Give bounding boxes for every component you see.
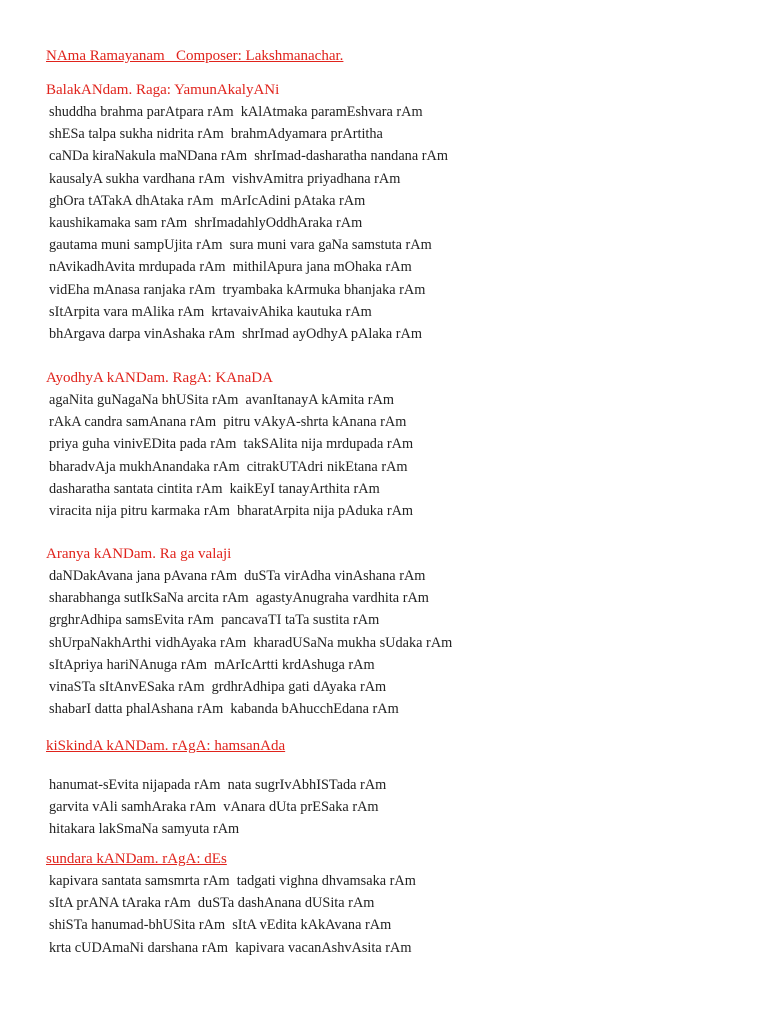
- verse-list: [46, 389, 746, 522]
- verse-line: kausalyA sukha vardhana rAm vishvAmitra priyadhana rAm: [49, 170, 401, 187]
- verse-line: sharabhanga sutIkSaNa arcita rAm agastyAnugraha vardhita rAm: [49, 590, 429, 607]
- verse-line: shiSTa hanumad-bhUSita rAm sItA vEdita kAkAvana rAm: [49, 917, 392, 934]
- verse-line: gautama muni sampUjita rAm sura muni vara gaNa samstuta rAm: [49, 237, 432, 254]
- section-kiskinda-kandam: [46, 737, 746, 841]
- verse-line: hanumat-sEvita nijapada rAm nata sugrIvAbhISTada rAm: [49, 777, 387, 793]
- verse-line: bhArgava darpa vinAshaka rAm shrImad ayOdhyA pAlaka rAm: [49, 326, 422, 343]
- section-heading: kiSkindA kANDam. rAgA: hamsanAda: [46, 738, 286, 754]
- verse-line: kaushikamaka sam rAm shrImadahlyOddhAraka rAm: [49, 215, 363, 232]
- verse-line: vidEha mAnasa ranjaka rAm tryambaka kArmuka bhanjaka rAm: [49, 281, 426, 298]
- verse-line: shESa talpa sukha nidrita rAm brahmAdyamara prArtitha: [49, 126, 383, 143]
- verse-line: sItA prANA tAraka rAm duSTa dashAnana dUSita rAm: [49, 895, 375, 912]
- verse-line: grghrAdhipa samsEvita rAm pancavaTI taTa sustita rAm: [49, 612, 380, 629]
- verse-line: garvita vAli samhAraka rAm vAnara dUta prESaka rAm: [49, 799, 379, 816]
- section-heading: Aranya kANDam. Ra ga valaji: [46, 546, 232, 562]
- verse-line: hitakara lakSmaNa samyuta rAm: [49, 821, 240, 838]
- section-aranya-kandam: [46, 545, 746, 720]
- section-balakandam: [46, 81, 746, 345]
- verse-line: viracita nija pitru karmaka rAm bharatArpita nija pAduka rAm: [49, 503, 414, 520]
- verse-line: shuddha brahma parAtpara rAm kAlAtmaka paramEshvara rAm: [49, 104, 423, 120]
- verse-line: daNDakAvana jana pAvana rAm duSTa virAdha vinAshana rAm: [49, 568, 426, 584]
- section-heading: AyodhyA kANDam. RagA: KAnaDA: [46, 370, 273, 386]
- verse-line: shabarI datta phalAshana rAm kabanda bAhucchEdana rAm: [49, 701, 399, 718]
- verse-line: agaNita guNagaNa bhUSita rAm avanItanayA kAmita rAm: [49, 392, 395, 408]
- verse-line: sItApriya hariNAnuga rAm mArIcArtti krdAshuga rAm: [49, 656, 375, 673]
- verse-line: vinaSTa sItAnvESaka rAm grdhrAdhipa gati dAyaka rAm: [49, 679, 387, 696]
- verse-line: priya guha vinivEDita pada rAm takSAlita nija mrdupada rAm: [49, 436, 414, 453]
- verse-line: shUrpaNakhArthi vidhAyaka rAm kharadUSaNa mukha sUdaka rAm: [49, 634, 453, 651]
- section-sundara-kandam: [46, 850, 746, 959]
- verse-list: [46, 565, 746, 720]
- verse-line: rAkA candra samAnana rAm pitru vAkyA-shrta kAnana rAm: [49, 414, 407, 431]
- verse-line: nAvikadhAvita mrdupada rAm mithilApura jana mOhaka rAm: [49, 259, 412, 276]
- section-ayodhya-kandam: [46, 369, 746, 522]
- verse-line: ghOra tATakA dhAtaka rAm mArIcAdini pAtaka rAm: [49, 192, 366, 209]
- verse-line: caNDa kiraNakula maNDana rAm shrImad-dasharatha nandana rAm: [49, 148, 448, 165]
- verse-line: kapivara santata samsmrta rAm tadgati vighna dhvamsaka rAm: [49, 873, 416, 889]
- verse-list: [46, 774, 746, 841]
- verse-list: [46, 870, 746, 959]
- verse-line: sItArpita vara mAlika rAm krtavaivAhika kautuka rAm: [49, 303, 372, 320]
- verse-line: bharadvAja mukhAnandaka rAm citrakUTAdri nikEtana rAm: [49, 458, 408, 475]
- verse-line: krta cUDAmaNi darshana rAm kapivara vacanAshvAsita rAm: [49, 939, 412, 956]
- verse-list: [46, 101, 746, 345]
- section-heading: BalakANdam. Raga: YamunAkalyANi: [46, 82, 280, 98]
- document-title: NAma Ramayanam Composer: Lakshmanachar.: [46, 48, 344, 64]
- verse-line: dasharatha santata cintita rAm kaikEyI tanayArthita rAm: [49, 480, 380, 497]
- section-heading: sundara kANDam. rAgA: dEs: [46, 851, 227, 867]
